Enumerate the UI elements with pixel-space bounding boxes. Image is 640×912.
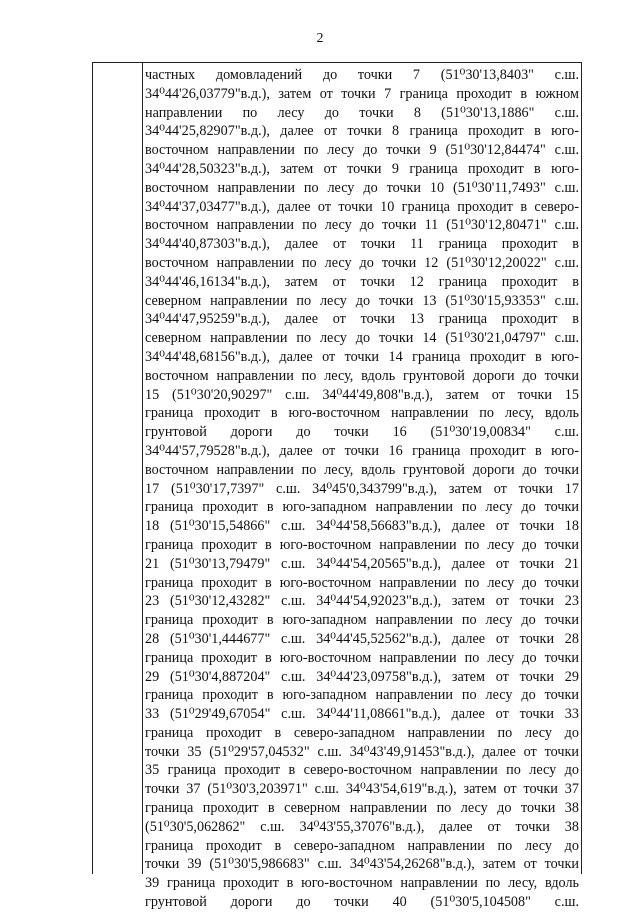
- text-line: 34⁰44'25,82907"в.д.), далее от точки 8 граница проходит в юго-: [145, 123, 579, 140]
- text-line: 34⁰44'57,79528"в.д.), далее от точки 16 граница проходит в юго-: [145, 442, 579, 459]
- text-line: точки 39 (51⁰30'5,986683" с.ш. 34⁰43'54,26268"в.д.), затем от точки: [145, 856, 579, 873]
- text-line: 29 (51⁰30'4,887204" с.ш. 34⁰44'23,09758"в.д.), затем от точки 29: [145, 668, 579, 685]
- text-line: восточном направлении по лесу, вдоль грунтовой дороги до точки: [145, 461, 579, 478]
- text-line: восточном направлении по лесу до точки 11 (51⁰30'12,80471" с.ш.: [145, 217, 579, 234]
- text-line: 34⁰44'46,16134"в.д.), затем от точки 12 граница проходит в: [145, 273, 579, 290]
- text-line: восточном направлении по лесу, вдоль грунтовой дороги до точки: [145, 367, 579, 384]
- text-line: 34⁰44'28,50323"в.д.), затем от точки 9 граница проходит в юго-: [145, 160, 579, 177]
- text-line: (51⁰30'5,062862" с.ш. 34⁰43'55,37076"в.д.), далее от точки 38: [145, 818, 579, 835]
- text-line: граница проходит в юго-западном направлении по лесу до точки: [145, 499, 579, 516]
- text-line: 34⁰44'48,68156"в.д.), далее от точки 14 граница проходит в юго-: [145, 348, 579, 365]
- text-line: грунтовой дороги до точки 16 (51⁰30'19,00834" с.ш.: [145, 424, 579, 441]
- text-line: граница проходит в юго-восточном направлении по лесу до точки: [145, 574, 579, 591]
- text-line: граница проходит в северном направлении по лесу до точки 38: [145, 800, 579, 817]
- text-line: восточном направлении по лесу до точки 12 (51⁰30'12,20022" с.ш.: [145, 254, 579, 271]
- text-line: северном направлении по лесу до точки 13 (51⁰30'15,93353" с.ш.: [145, 292, 579, 309]
- text-line: граница проходит в юго-восточном направлении по лесу, вдоль: [145, 405, 579, 422]
- text-line: грунтовой дороги до точки 40 (51⁰30'5,104508" с.ш.: [145, 894, 579, 911]
- text-line: точки 35 (51⁰29'57,04532" с.ш. 34⁰43'49,91453"в.д.), далее от точки: [145, 743, 579, 760]
- text-line: 34⁰44'47,95259"в.д.), далее от точки 13 граница проходит в: [145, 311, 579, 328]
- text-line: 33 (51⁰29'49,67054" с.ш. 34⁰44'11,08661"в.д.), далее от точки 33: [145, 706, 579, 723]
- text-line: граница проходит в северо-западном направлении по лесу до: [145, 837, 579, 854]
- text-line: направлении по лесу до точки 8 (51⁰30'13,1886" с.ш.: [145, 104, 579, 121]
- text-line: граница проходит в юго-западном направлении по лесу до точки: [145, 612, 579, 629]
- column-divider: [142, 63, 143, 874]
- page-number: 2: [316, 31, 324, 46]
- text-line: 15 (51⁰30'20,90297" с.ш. 34⁰44'49,808"в.д.), затем от точки 15: [145, 386, 579, 403]
- text-line: 34⁰44'40,87303"в.д.), далее от точки 11 граница проходит в: [145, 236, 579, 253]
- text-line: граница проходит в юго-восточном направлении по лесу до точки: [145, 536, 579, 553]
- text-line: 23 (51⁰30'12,43282" с.ш. 34⁰44'54,92023"в.д.), затем от точки 23: [145, 593, 579, 610]
- text-line: 28 (51⁰30'1,444677" с.ш. 34⁰44'45,52562"в.д.), далее от точки 28: [145, 630, 579, 647]
- text-line: 21 (51⁰30'13,79479" с.ш. 34⁰44'54,20565"в.д.), далее от точки 21: [145, 555, 579, 572]
- text-line: восточном направлении по лесу до точки 9 (51⁰30'12,84474" с.ш.: [145, 142, 579, 159]
- boundary-description-table: [92, 62, 582, 911]
- text-line: граница проходит в юго-восточном направлении по лесу до точки: [145, 649, 579, 666]
- text-line: частных домовладений до точки 7 (51⁰30'13,8403" с.ш.: [145, 67, 579, 83]
- text-line: 35 граница проходит в северо-восточном направлении по лесу до: [145, 762, 579, 779]
- text-line: 18 (51⁰30'15,54866" с.ш. 34⁰44'58,56683"в.д.), далее от точки 18: [145, 518, 579, 535]
- text-line: восточном направлении по лесу до точки 10 (51⁰30'11,7493" с.ш.: [145, 179, 579, 196]
- text-line: граница проходит в юго-западном направлении по лесу до точки: [145, 687, 579, 704]
- text-line: 17 (51⁰30'17,7397" с.ш. 34⁰45'0,343799"в.д.), затем от точки 17: [145, 480, 579, 497]
- text-line: 34⁰44'26,03779"в.д.), затем от точки 7 граница проходит в южном: [145, 85, 579, 102]
- text-line: точки 37 (51⁰30'3,203971" с.ш. 34⁰43'54,619"в.д.), затем от точки 37: [145, 781, 579, 798]
- text-line: 39 граница проходит в юго-восточном направлении по лесу, вдоль: [145, 875, 579, 892]
- text-line: 34⁰44'37,03477"в.д.), далее от точки 10 граница проходит в северо-: [145, 198, 579, 215]
- text-line: граница проходит в северо-западном направлении по лесу до: [145, 724, 579, 741]
- text-line: северном направлении по лесу до точки 14 (51⁰30'21,04797" с.ш.: [145, 330, 579, 347]
- boundary-description-text: [145, 66, 579, 912]
